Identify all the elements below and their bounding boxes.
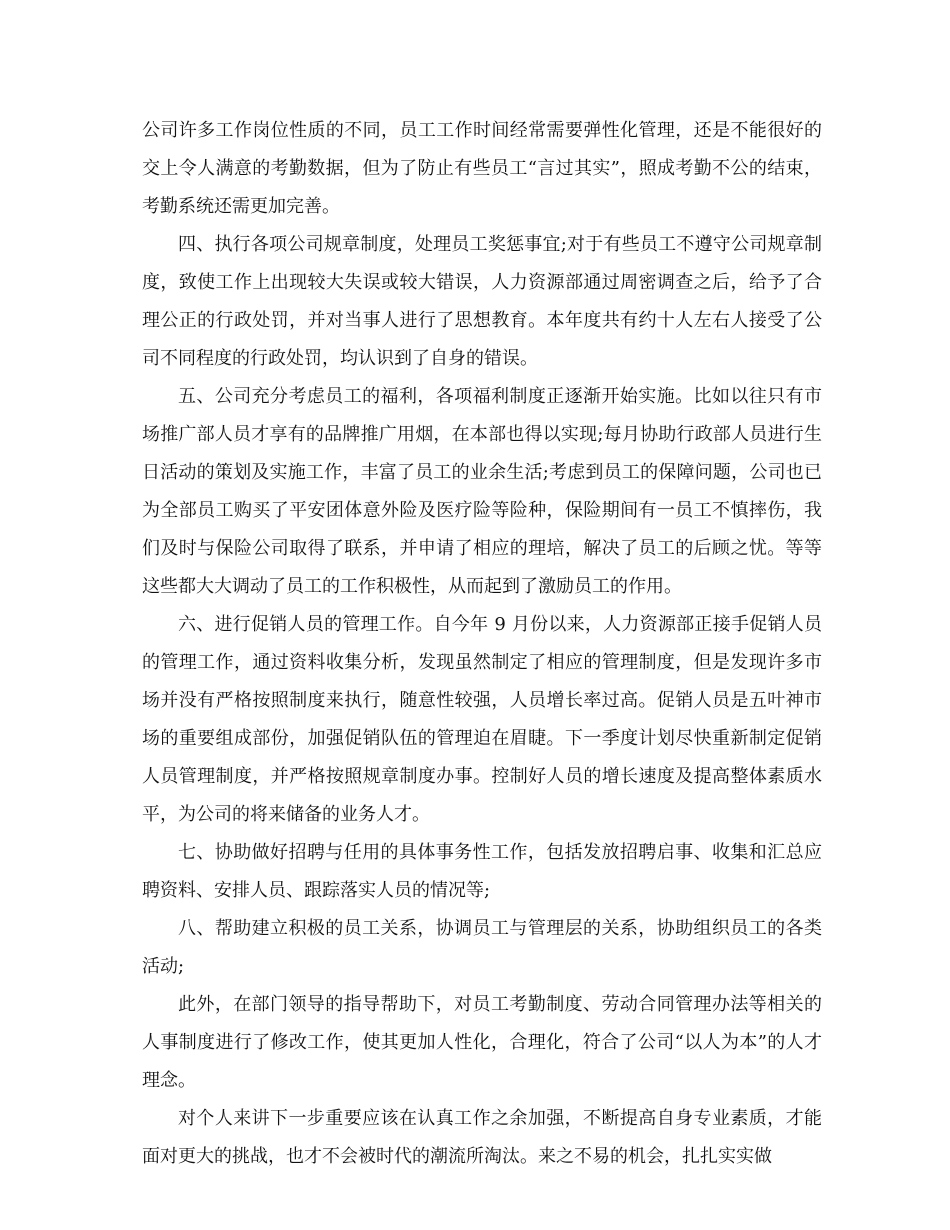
paragraph-section-eight: 八、帮助建立积极的员工关系，协调员工与管理层的关系，协助组织员工的各类活动; — [142, 918, 822, 977]
paragraph-section-six: 六、进行促销人员的管理工作。自今年 9 月份以来，人力资源部正接手促销人员的管理工作，通过资料收集分析，发现虽然制定了相应的管理制度，但是发现许多市场并没有严格按照制度来执行，随意性较强，人员增长率过高。促销人员是五叶神市场的重要组成部份，加强促销队伍的管理迫在眉睫。下一季度计划尽快重新制定促销人员管理制度，并严格按照规章制度办事。控制好人员的增长速度及提高整体素质水平，为公司的将来储备的业务人才。 — [142, 614, 822, 825]
paragraph-personal-plan: 对个人来讲下一步重要应该在认真工作之余加强，不断提高自身专业素质，才能面对更大的挑战，也才不会被时代的潮流所淘汰。来之不易的机会，扎扎实实做 — [142, 1108, 822, 1167]
paragraph-additional-work: 此外，在部门领导的指导帮助下，对员工考勤制度、劳动合同管理办法等相关的人事制度进行了修改工作，使其更加人性化，合理化，符合了公司“以人为本”的人才理念。 — [142, 994, 822, 1091]
paragraph-section-five: 五、公司充分考虑员工的福利，各项福利制度正逐渐开始实施。比如以往只有市场推广部人员才享有的品牌推广用烟，在本部也得以实现;每月协助行政部人员进行生日活动的策划及实施工作，丰富了员工的业余生活;考虑到员工的保障问题，公司也已为全部员工购买了平安团体意外险及医疗险等险种，保险期间有一员工不慎摔伤，我们及时与保险公司取得了联系，并申请了相应的理培，解决了员工的后顾之忧。等等这些都大大调动了员工的工作积极性，从而起到了激励员工的作用。 — [142, 386, 822, 597]
paragraph-section-four: 四、执行各项公司规章制度，处理员工奖惩事宜;对于有些员工不遵守公司规章制度，致使工作上出现较大失误或较大错误，人力资源部通过周密调查之后，给予了合理公正的行政处罚，并对当事人进行了思想教育。本年度共有约十人左右人接受了公司不同程度的行政处罚，均认识到了自身的错误。 — [142, 234, 822, 369]
paragraph-attendance-continuation: 公司许多工作岗位性质的不同，员工工作时间经常需要弹性化管理，还是不能很好的交上令人满意的考勤数据，但为了防止有些员工“言过其实”，照成考勤不公的结束，考勤系统还需更加完善。 — [142, 120, 822, 217]
document-body — [142, 112, 822, 1176]
paragraph-section-seven: 七、协助做好招聘与任用的具体事务性工作，包括发放招聘启事、收集和汇总应聘资料、安排人员、跟踪落实人员的情况等; — [142, 842, 822, 901]
